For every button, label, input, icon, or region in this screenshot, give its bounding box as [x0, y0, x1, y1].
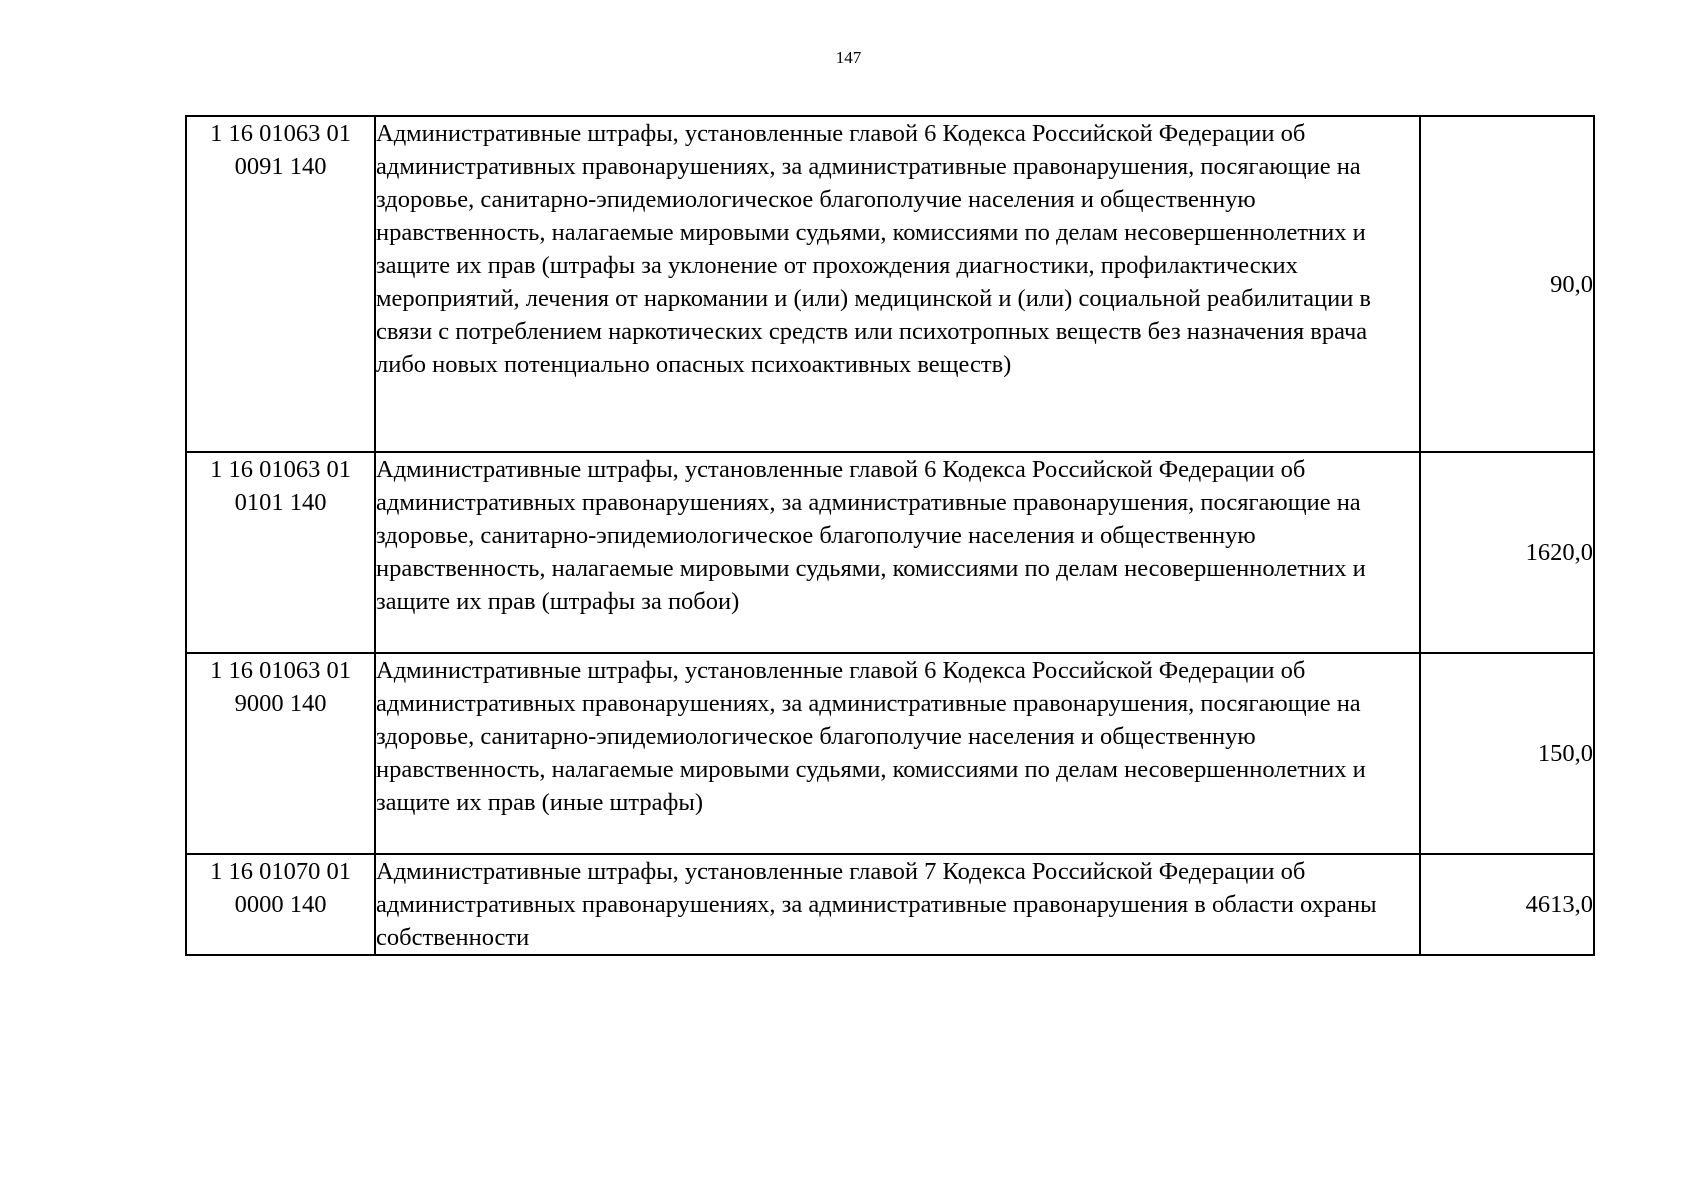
- description-cell: Административные штрафы, установленные главой 6 Кодекса Российской Федерации об административных правонарушениях, за административные правонарушения, посягающие на здоровье, санитарно-эпидемиологическое благополучие населения и общественную нравственность, налагаемые мировыми судьями, комиссиями по делам несовершеннолетних и защите их прав (штрафы за побои): [375, 452, 1420, 653]
- amount-cell: 4613,0: [1420, 854, 1594, 955]
- classification-code-cell: [186, 452, 375, 653]
- code-line: 0091 140: [234, 153, 327, 180]
- amount-cell: 90,0: [1420, 116, 1594, 452]
- description-cell: Административные штрафы, установленные главой 6 Кодекса Российской Федерации об административных правонарушениях, за административные правонарушения, посягающие на здоровье, санитарно-эпидемиологическое благополучие населения и общественную нравственность, налагаемые мировыми судьями, комиссиями по делам несовершеннолетних и защите их прав (штрафы за уклонение от прохождения диагностики, профилактических мероприятий, лечения от наркомании и (или) медицинской и (или) социальной реабилитации в связи с потреблением наркотических средств или психотропных веществ без назначения врача либо новых потенциально опасных психоактивных веществ): [375, 116, 1420, 452]
- code-line: 1 16 01063 01: [210, 657, 351, 684]
- code-line: 1 16 01063 01: [210, 456, 351, 483]
- classification-code-cell: [186, 116, 375, 452]
- budget-table: [185, 115, 1595, 956]
- code-line: 1 16 01070 01: [210, 858, 351, 885]
- table-row: [186, 452, 1594, 653]
- amount-cell: 150,0: [1420, 653, 1594, 854]
- description-cell: Административные штрафы, установленные главой 7 Кодекса Российской Федерации об административных правонарушениях, за административные правонарушения в области охраны собственности: [375, 854, 1420, 955]
- amount-cell: 1620,0: [1420, 452, 1594, 653]
- classification-code-cell: [186, 653, 375, 854]
- code-line: 0000 140: [234, 891, 327, 918]
- table-row: [186, 116, 1594, 452]
- code-line: 9000 140: [234, 690, 327, 717]
- page-number: 147: [835, 48, 862, 67]
- classification-code-cell: [186, 854, 375, 955]
- table-row: [186, 854, 1594, 955]
- description-cell: Административные штрафы, установленные главой 6 Кодекса Российской Федерации об административных правонарушениях, за административные правонарушения, посягающие на здоровье, санитарно-эпидемиологическое благополучие населения и общественную нравственность, налагаемые мировыми судьями, комиссиями по делам несовершеннолетних и защите их прав (иные штрафы): [375, 653, 1420, 854]
- code-line: 0101 140: [234, 489, 327, 516]
- code-line: 1 16 01063 01: [210, 120, 351, 147]
- table-row: [186, 653, 1594, 854]
